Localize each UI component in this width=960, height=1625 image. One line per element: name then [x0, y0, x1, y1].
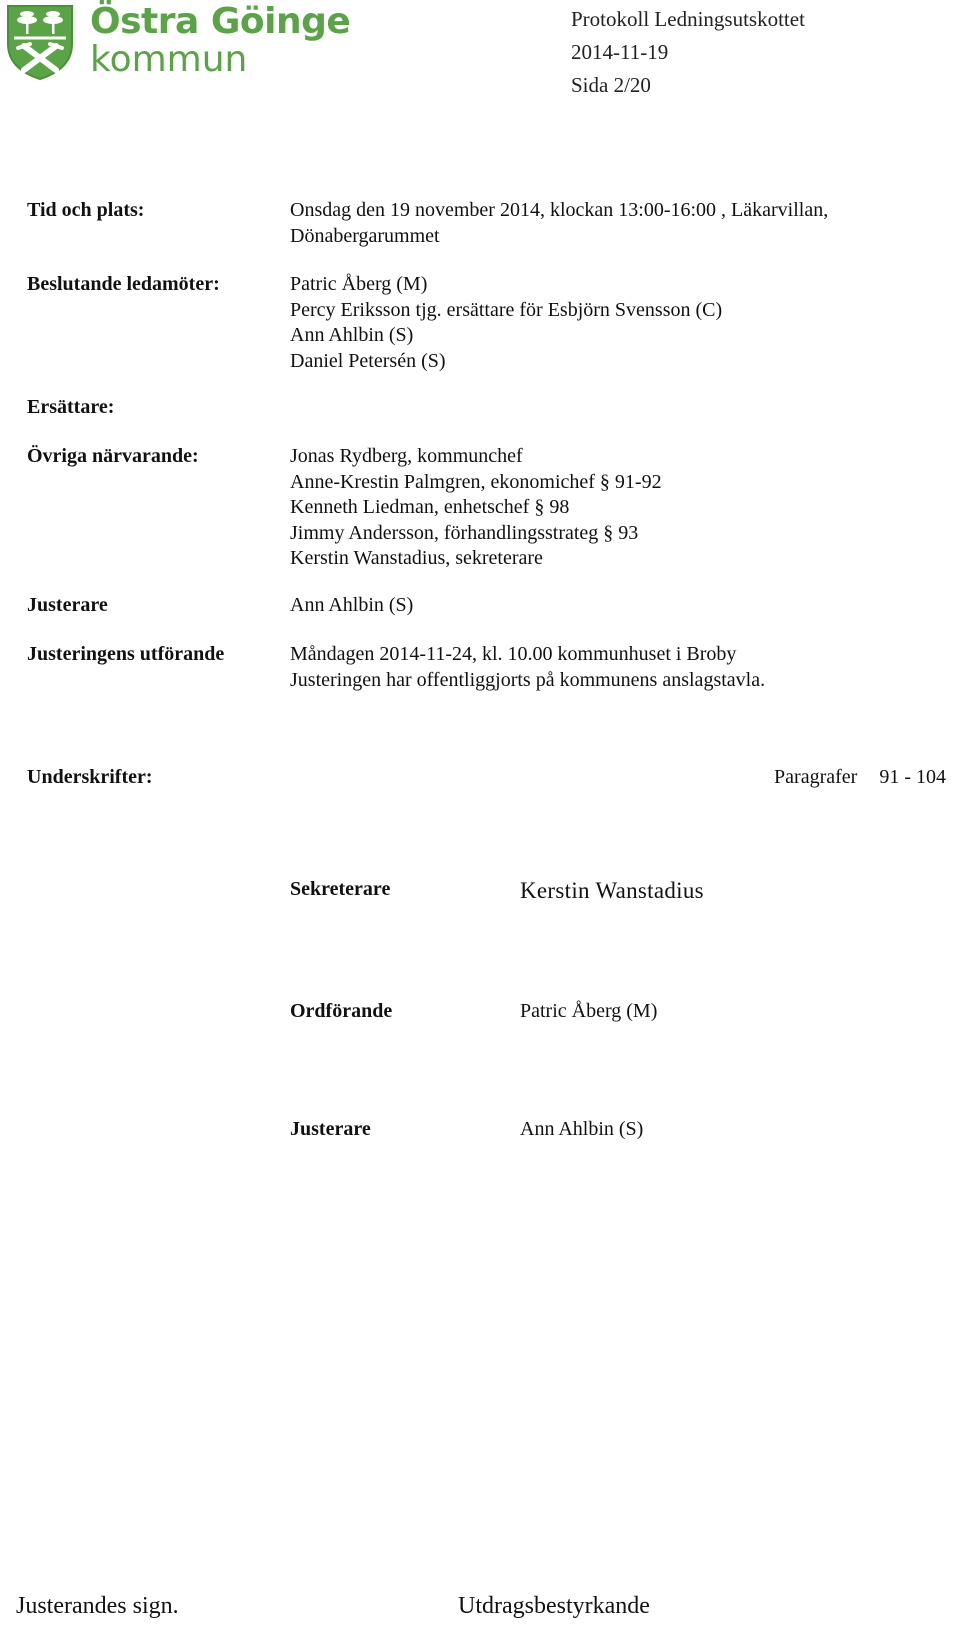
value-line: Onsdag den 19 november 2014, klockan 13:00-16:00 , Läkarvillan,	[290, 199, 829, 221]
field-label: Beslutande ledamöter:	[27, 273, 220, 295]
signature-label: Justerare	[290, 1118, 371, 1140]
footer-justerandes-sign: Justerandes sign.	[16, 1593, 179, 1619]
logo-line-2: kommun	[90, 39, 248, 80]
signature-name: Patric Åberg (M)	[520, 1000, 658, 1022]
value-line: Percy Eriksson tjg. ersättare för Esbjörn Svensson (C)	[290, 298, 723, 321]
field-value	[290, 593, 413, 619]
signature-name: Ann Ahlbin (S)	[520, 1118, 644, 1140]
field-label: Ersättare:	[27, 396, 115, 418]
field-value	[290, 444, 662, 572]
value-line: Anne-Krestin Palmgren, ekonomichef § 91-92	[290, 470, 662, 493]
field-value	[290, 198, 828, 249]
coat-of-arms-icon	[6, 4, 74, 80]
field-label: Justeringens utförande	[27, 643, 225, 665]
paragrafer-range	[774, 766, 946, 789]
document-date: 2014-11-19	[571, 40, 669, 64]
underskrifter-heading: Underskrifter:	[27, 766, 153, 788]
field-value	[290, 272, 722, 374]
value-line: Justeringen har offentliggjorts på kommunens anslagstavla.	[290, 668, 766, 691]
paragrafer-label: Paragrafer	[774, 766, 858, 788]
value-line: Ann Ahlbin (S)	[290, 324, 414, 346]
value-line: Jonas Rydberg, kommunchef	[290, 445, 523, 467]
footer-utdragsbestyrkande: Utdragsbestyrkande	[458, 1593, 650, 1619]
signature-label: Ordförande	[290, 1000, 393, 1022]
value-line: Dönabergarummet	[290, 224, 440, 247]
value-line: Måndagen 2014-11-24, kl. 10.00 kommunhuset i Broby	[290, 643, 737, 665]
value-line: Daniel Petersén (S)	[290, 349, 446, 372]
paragrafer-value: 91 - 104	[879, 766, 946, 788]
municipality-logo	[6, 1, 351, 80]
page-number: Sida 2/20	[571, 73, 651, 97]
logo-line-1: Östra Göinge	[90, 1, 351, 42]
value-line: Kenneth Liedman, enhetschef § 98	[290, 496, 570, 518]
field-label: Justerare	[27, 594, 108, 616]
field-label: Övriga närvarande:	[27, 445, 199, 467]
value-line: Ann Ahlbin (S)	[290, 594, 414, 616]
logo-wordmark	[90, 2, 350, 78]
signature-name: Kerstin Wanstadius	[520, 878, 704, 903]
document-header	[571, 3, 805, 102]
field-value	[290, 642, 765, 693]
document-title: Protokoll Ledningsutskottet	[571, 7, 805, 31]
field-label: Tid och plats:	[27, 199, 145, 221]
value-line: Jimmy Andersson, förhandlingsstrateg § 93	[290, 521, 639, 544]
value-line: Kerstin Wanstadius, sekreterare	[290, 547, 543, 569]
value-line: Patric Åberg (M)	[290, 273, 428, 295]
signature-label: Sekreterare	[290, 878, 391, 900]
